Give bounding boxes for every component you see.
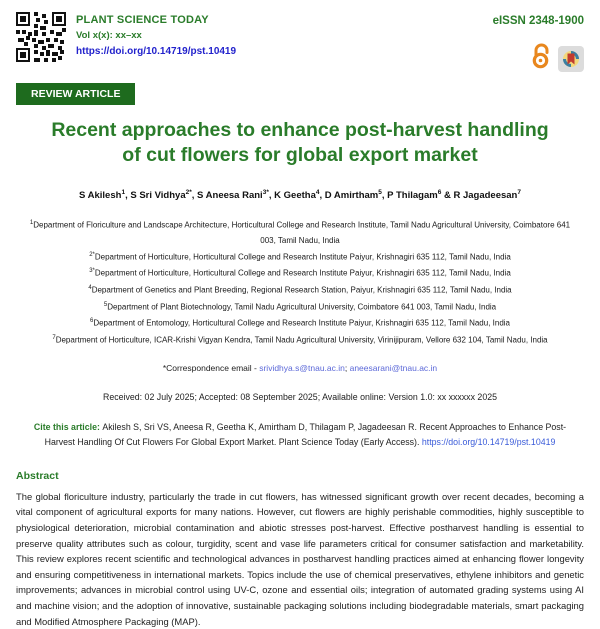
citation-doi-link[interactable]: https://doi.org/10.14719/pst.10419 [421,436,556,447]
author-line [16,189,584,201]
correspondence-email-2[interactable]: aneesarani@tnau.ac.in [349,362,438,373]
article-type-badge: REVIEW ARTICLE [16,83,135,105]
journal-meta [76,12,236,62]
author: S Akilesh$^1$ [79,189,126,202]
open-access-icon [530,43,552,74]
author: , S Sri Vidhya$^{2*}$ [125,189,192,202]
page-header [16,12,584,74]
correspondence-email-1[interactable]: srividhya.s@tnau.ac.in [259,362,345,373]
email-separator: ; [344,362,350,373]
header-right [493,12,584,74]
journal-logo-icon [558,46,584,72]
affiliation: $^1$Department of Floriculture and Landscape Architecture, Horticultural College and Research Institute, Tamil Nadu Agricultural University, Coimbatore 641 003, Tamil Nadu, India [29,220,571,245]
header-doi-link[interactable]: https://doi.org/10.14719/pst.10419 [76,46,237,57]
correspondence-line [16,363,584,373]
affiliation: $^{2*}$Department of Horticulture, Horticultural College and Research Institute Paiyur, Krishnagiri 635 112, Tamil Nadu, India [89,251,511,262]
abstract-section [16,470,584,629]
author: , K Geetha$^4$ [268,189,320,202]
affiliation: $^6$Department of Entomology, Horticultural College and Research Institute Paiyur, Krishnagiri 635 112, Tamil Nadu, India [89,318,510,329]
author: , D Amirtham$^5$ [319,189,382,202]
author: & R Jagadeesan$^7$ [441,189,521,202]
correspondence-label: *Correspondence email - [162,362,260,373]
abstract-text: The global floriculture industry, particularly the trade in cut flowers, has witnessed significant growth over recent decades, becoming a vital component of agricultural exports for many nations. However, cut flowers are highly perishable commodities, highly susceptible to physiological deterioration, microbial contamination and abiotic stresses post-harvest. Effective postharvest handling is essential to preserve quality attributes such as colour, turgidity, scent and vase life parameters critical for consumer satisfaction and marketability. This review explores recent scientific and technological advances in postharvest handling practices aimed at enhancing flower longevity and ensuring competitiveness in international markets. Topics include the use of chemical preservatives, ethylene inhibitors and genetic improvements; advances in microbial control using UV-C, ozone and essential oils; integration of automated grading systems using AI and machine vision; and the adoption of innovative, sustainable packaging solutions including biodegradable materials, smart packaging and Modified Atmosphere Packaging (MAP). [16,490,584,627]
author: , S Aneesa Rani$^{3*}$ [191,189,269,202]
eissn-label: eISSN 2348-1900 [492,15,584,27]
citation-block [16,420,584,450]
abstract-heading: Abstract [16,469,59,482]
qr-code-icon [16,12,66,62]
affiliation: $^{3*}$Department of Horticulture, Horticultural College and Research Institute Paiyur, Krishnagiri 635 112, Tamil Nadu, India [89,268,511,279]
header-icons [493,43,584,74]
journal-name: PLANT SCIENCE TODAY [76,14,209,26]
affiliation: $^5$Department of Plant Biotechnology, Tamil Nadu Agricultural University, Coimbatore 641 003, Tamil Nadu, India [103,301,497,312]
affiliations-list [16,216,584,348]
header-left [16,12,236,62]
article-dates: Received: 02 July 2025; Accepted: 08 September 2025; Available online: Version 1.0: xx xxxxxx 2025 [103,391,497,402]
journal-volume: Vol x(x): xx–xx [76,30,142,41]
author: , P Thilagam$^6$ [381,189,442,202]
affiliation: $^4$Department of Genetics and Plant Breeding, Regional Research Station, Paiyur, Krishnagiri 635 112, Tamil Nadu, India [88,285,512,295]
affiliation: $^7$Department of Horticulture, ICAR-Krishi Vigyan Kendra, Tamil Nadu Agricultural University, Virinijipuram, Vellore 632 104, Tamil Nadu, India [52,335,548,345]
citation-text: Akilesh S, Sri VS, Aneesa R, Geetha K, Amirtham D, Thilagam P, Jagadeesan R. Recent Approaches to Enhance Post-Harvest Handling Of Cut Flowers For Global Export Market. Plant Science Today (Early Access). [44,421,567,447]
citation-label: Cite this article: [33,421,103,432]
article-title: Recent approaches to enhance post-harvest handling of cut flowers for global export market [51,119,549,166]
